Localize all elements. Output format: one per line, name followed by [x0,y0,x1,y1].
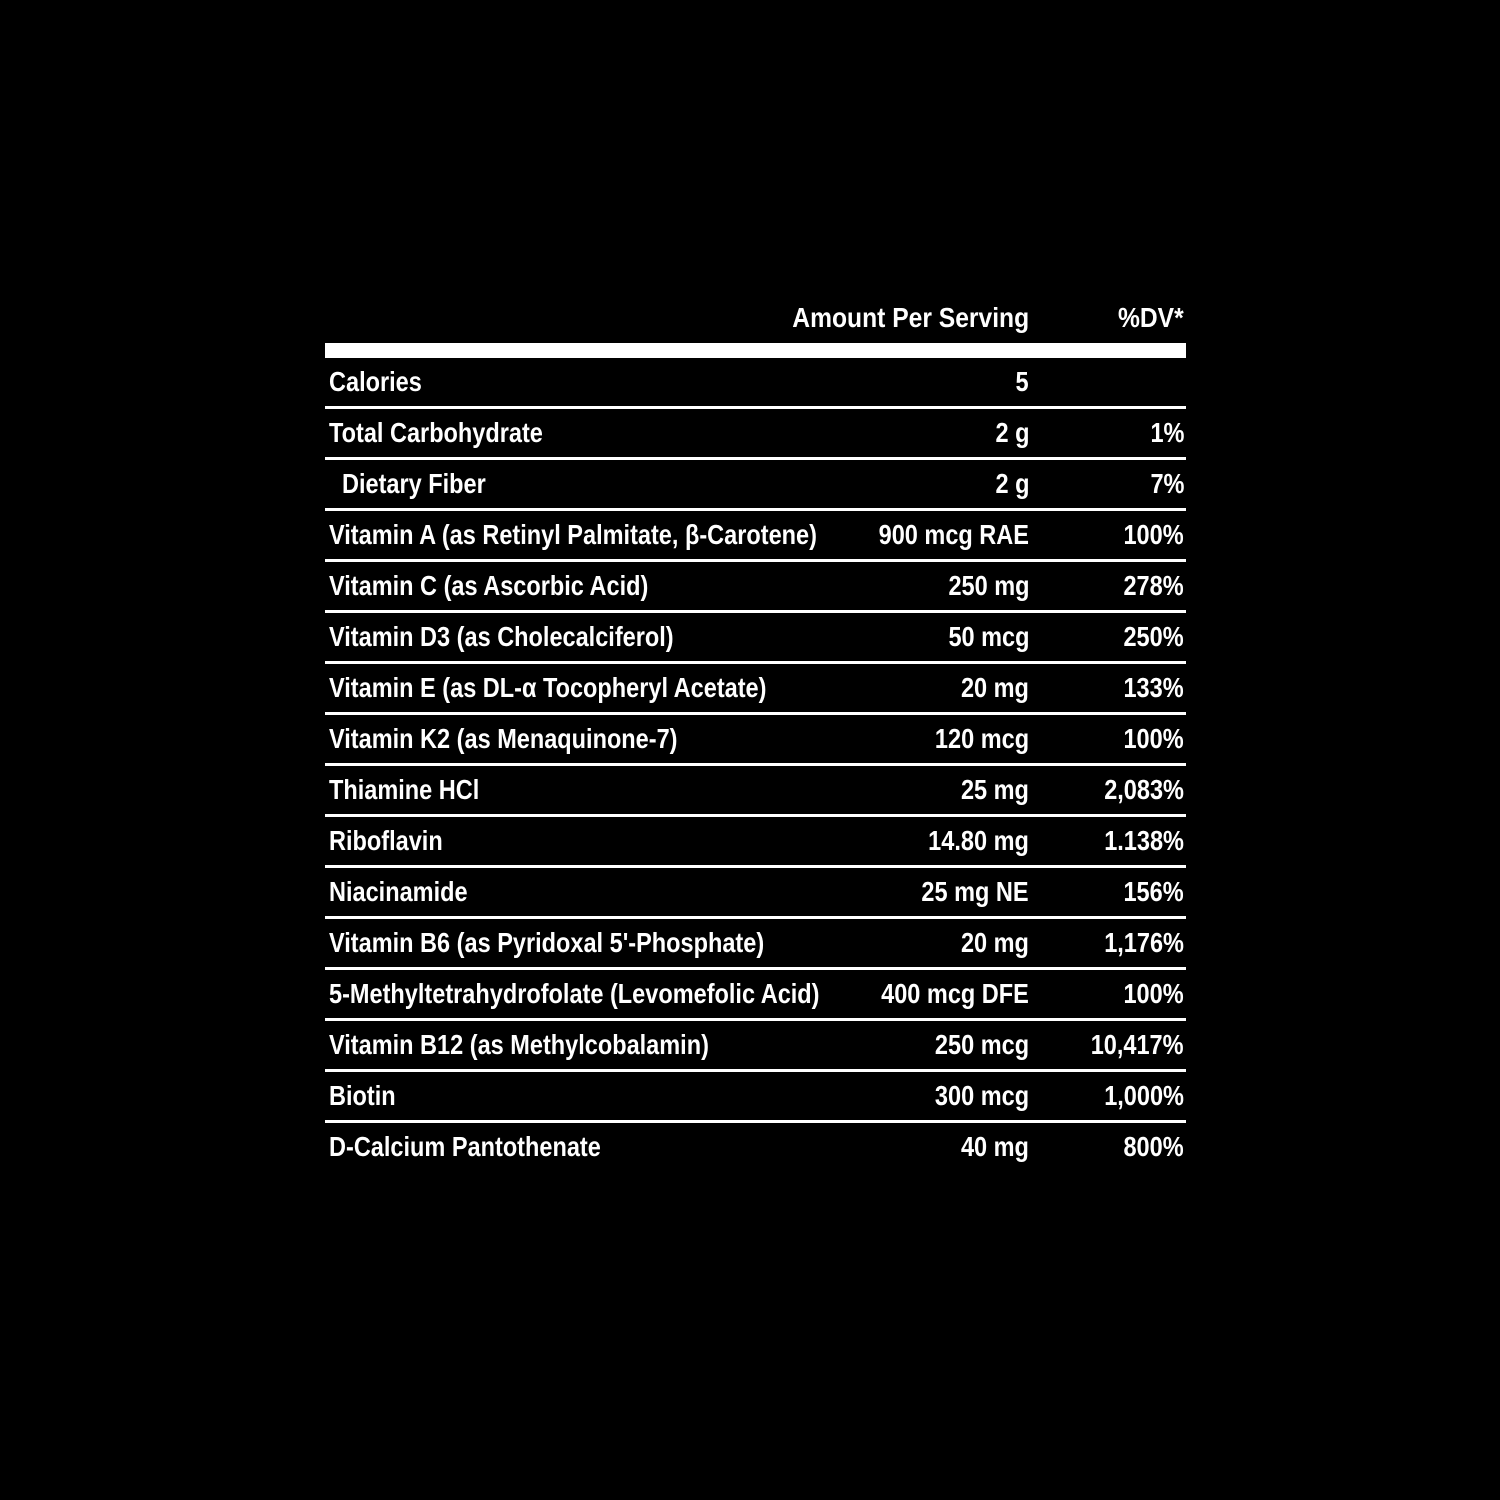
nutrient-name: Calories [329,366,422,397]
nutrient-name: Dietary Fiber [342,468,486,499]
nutrient-amount: 20 mg [961,672,1029,703]
table-row-riboflavin [325,817,1186,868]
table-header [325,296,1186,342]
nutrient-dv: 1% [1150,417,1184,448]
nutrient-name: Vitamin E (as DL-α Tocopheryl Acetate) [329,672,767,703]
nutrient-amount: 40 mg [961,1131,1029,1162]
nutrient-amount: 25 mg NE [921,876,1029,907]
nutrient-name: Vitamin A (as Retinyl Palmitate, β-Carotene) [329,519,817,550]
nutrient-dv: 10,417% [1091,1029,1184,1060]
nutrient-name: Thiamine HCl [329,774,480,805]
table-row-niacinamide [325,868,1186,919]
header-thick-rule [325,343,1186,358]
table-row-vitamin-k2 [325,715,1186,766]
nutrient-amount: 250 mg [947,570,1029,601]
nutrient-name: Niacinamide [329,876,468,907]
nutrient-amount: 50 mcg [947,621,1029,652]
nutrient-name: Vitamin C (as Ascorbic Acid) [329,570,649,601]
supplement-facts-table [325,296,1186,1171]
table-row-dietary-fiber [325,460,1186,511]
nutrient-amount: 5 [1015,366,1029,397]
nutrient-name: 5-Methyltetrahydrofolate (Levomefolic Acid) [329,978,820,1009]
table-row-vitamin-a [325,511,1186,562]
nutrient-name: Total Carbohydrate [329,417,543,448]
nutrient-amount: 2 g [995,468,1029,499]
nutrient-dv: 278% [1123,570,1184,601]
table-row-vitamin-b12 [325,1021,1186,1072]
table-row-vitamin-b6 [325,919,1186,970]
nutrient-name: Riboflavin [329,825,443,856]
daily-value-header: %DV* [1118,302,1184,333]
nutrient-amount: 900 mcg RAE [878,519,1029,550]
nutrient-name: Vitamin D3 (as Cholecalciferol) [329,621,674,652]
nutrient-dv: 156% [1123,876,1184,907]
nutrient-dv: 1,176% [1104,927,1184,958]
nutrient-dv: 2,083% [1104,774,1184,805]
nutrient-name: Vitamin K2 (as Menaquinone-7) [329,723,678,754]
table-row-vitamin-e [325,664,1186,715]
nutrient-dv: 100% [1123,978,1184,1009]
table-row-biotin [325,1072,1186,1123]
nutrient-dv: 100% [1123,723,1184,754]
table-row-vitamin-c [325,562,1186,613]
nutrient-dv: 100% [1123,519,1184,550]
table-row-thiamine [325,766,1186,817]
table-row-methylfolate [325,970,1186,1021]
nutrient-dv: 1,000% [1104,1080,1184,1111]
nutrient-amount: 2 g [995,417,1029,448]
amount-per-serving-header: Amount Per Serving [792,302,1029,333]
nutrient-name: Vitamin B12 (as Methylcobalamin) [329,1029,709,1060]
table-row-vitamin-d3 [325,613,1186,664]
nutrient-amount: 250 mcg [934,1029,1029,1060]
nutrient-amount: 300 mcg [934,1080,1029,1111]
nutrient-amount: 14.80 mg [928,825,1029,856]
nutrient-name: Biotin [329,1080,396,1111]
nutrient-amount: 120 mcg [934,723,1029,754]
nutrient-dv: 800% [1123,1131,1184,1162]
table-row-d-calcium-pantothenate [325,1123,1186,1171]
nutrient-amount: 20 mg [961,927,1029,958]
nutrient-dv: 133% [1123,672,1184,703]
nutrient-name: D-Calcium Pantothenate [329,1131,601,1162]
nutrient-dv: 1.138% [1104,825,1184,856]
nutrient-amount: 400 mcg DFE [881,978,1029,1009]
table-row-total-carbohydrate [325,409,1186,460]
nutrient-dv: 250% [1123,621,1184,652]
nutrient-name: Vitamin B6 (as Pyridoxal 5'-Phosphate) [329,927,765,958]
nutrient-amount: 25 mg [961,774,1029,805]
table-row-calories [325,358,1186,409]
nutrient-dv: 7% [1150,468,1184,499]
